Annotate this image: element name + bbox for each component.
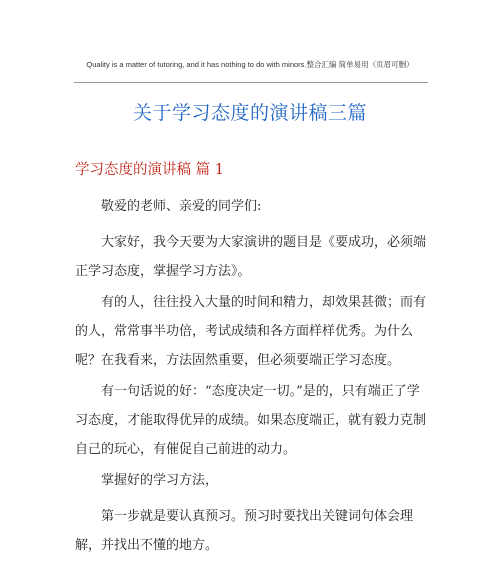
paragraph-body: 第一步就是要认真预习。预习时要找出关键词句体会理解，并找出不懂的地方。 bbox=[75, 509, 414, 553]
paragraph-salutation: 敬爱的老师、亲爱的同学们: bbox=[101, 199, 262, 214]
page-header: Quality is a matter of tutoring, and it has nothing to do with minors.整合汇编 简单易用（页眉可删） bbox=[86, 60, 414, 69]
paragraph-body: 有的人，往往投入大量的时间和精力，却效果甚微；而有的人，常常事半功倍，考试成绩和各方面样样优秀。为什么呢？在我看来，方法固然重要，但必须要端正学习态度。 bbox=[75, 295, 427, 368]
document-title: 关于学习态度的演讲稿三篇 bbox=[132, 102, 367, 124]
header-divider bbox=[74, 82, 428, 83]
paragraph-body: 有一句话说的好：“态度决定一切。”是的，只有端正了学习态度，才能取得优异的成绩。如果态度端正，就有毅力克制自己的玩心，有催促自己前进的动力。 bbox=[75, 384, 427, 457]
paragraph-body: 掌握好的学习方法， bbox=[101, 473, 219, 488]
section-heading: 学习态度的演讲稿 篇 1 bbox=[75, 162, 224, 178]
paragraph-greeting: 大家好，我今天要为大家演讲的题目是《要成功，必须端正学习态度，掌握学习方法》。 bbox=[75, 235, 427, 279]
